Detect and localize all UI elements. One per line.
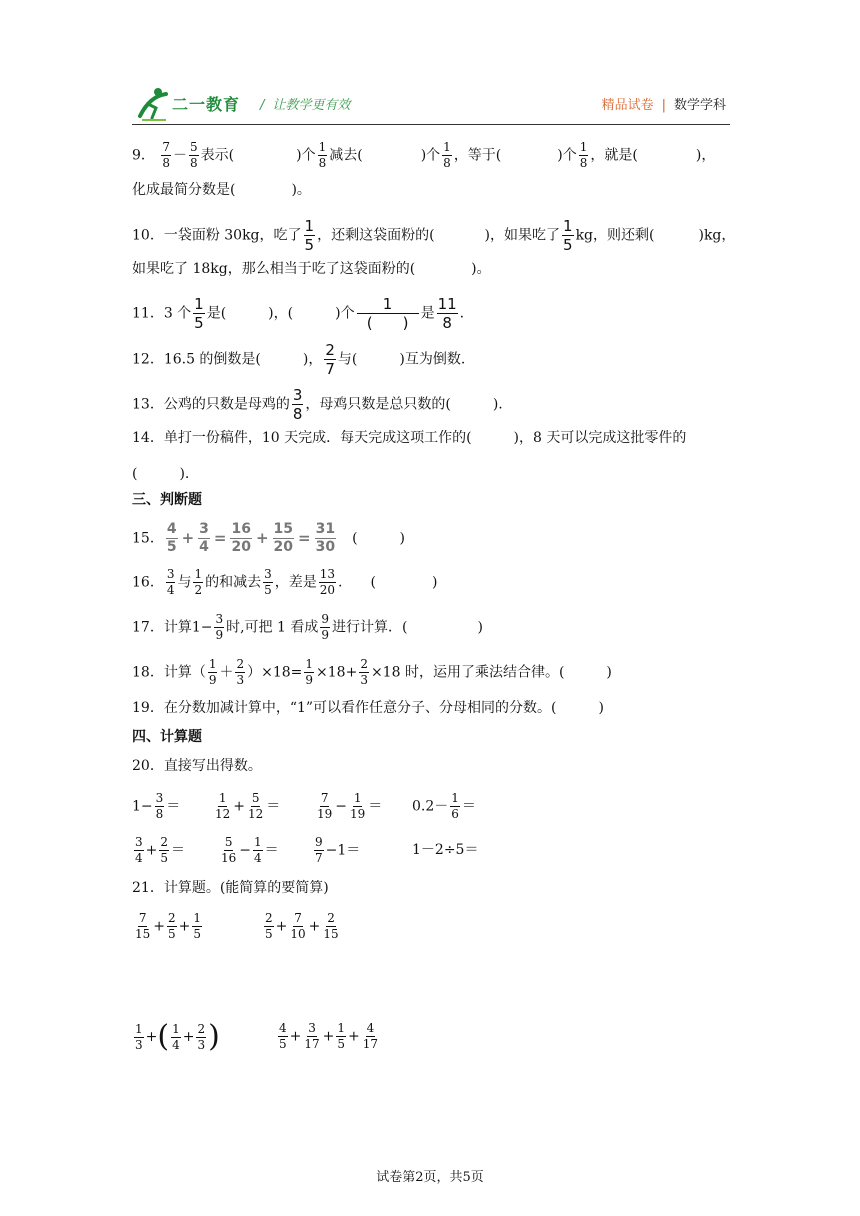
fraction: $\frac{3}{9}$ <box>215 612 224 642</box>
header-right: 精品试卷 | 数学学科 <box>601 98 726 113</box>
fraction: $\frac{1}{5}$ <box>194 295 204 332</box>
fraction: $\frac{7}{8}$ <box>162 140 171 170</box>
fraction: $\frac{7}{10}$ <box>290 911 306 941</box>
question-21-title: 21．计算题。(能简算的要简算) <box>132 880 329 896</box>
fraction: $\frac{31}{30}$ <box>315 521 336 555</box>
question-20-title: 20．直接写出得数。 <box>132 758 262 774</box>
fraction: $\frac{7}{15}$ <box>135 911 151 941</box>
fraction: $\frac{1}{5}$ <box>337 1021 346 1051</box>
fraction: $\frac{1}{12}$ <box>215 791 231 821</box>
question-15: 15． $\frac{4}{5}$ + $\frac{3}{4}$ = $\frac{16}{20}$ + $\frac{15}{20}$ = $\frac{31}{30}$ ( ) <box>132 521 406 555</box>
fraction: $\frac{3}{4}$ <box>135 835 143 865</box>
fraction: $\frac{1}{5}$ <box>304 217 315 254</box>
fraction: $\frac{1}{8}$ <box>443 140 451 170</box>
fraction: $\frac{4}{5}$ <box>166 521 177 555</box>
fraction: $\frac{1}{3}$ <box>135 1021 143 1052</box>
q21-item-a: $\frac{7}{15}$ + $\frac{2}{5}$ + $\frac{1}{5}$ <box>135 911 202 941</box>
question-11: 11．3 个 $\frac{1}{5}$ 是( )，( )个 $\frac{1}{( )}$ 是 $\frac{11}{8}$ . <box>132 295 465 332</box>
fraction: $\frac{3}{8}$ <box>155 791 164 821</box>
page-footer: 试卷第2页，共5页 <box>376 1170 484 1185</box>
q20-item-c: $\frac{7}{19}$ − $\frac{1}{19}$ ＝ <box>317 791 383 821</box>
question-10: 10．一袋面粉 30kg，吃了 $\frac{1}{5}$ ，还剩这袋面粉的( )，如果吃了 $\frac{1}{5}$ kg，则还剩( )kg， <box>132 217 736 254</box>
fraction: $\frac{5}{8}$ <box>190 140 198 170</box>
fraction: $\frac{2}{3}$ <box>197 1021 206 1052</box>
fraction: $\frac{1}{( )}$ <box>357 296 419 331</box>
q20-item-e: $\frac{3}{4}$ + $\frac{2}{5}$ ＝ <box>135 835 186 865</box>
fraction: $\frac{2}{5}$ <box>265 911 273 941</box>
question-14-line2: ( ). <box>132 466 190 482</box>
fraction: $\frac{11}{8}$ <box>437 295 457 332</box>
fraction: $\frac{2}{15}$ <box>323 911 339 941</box>
fraction: $\frac{9}{7}$ <box>315 835 323 865</box>
fraction: $\frac{1}{5}$ <box>563 217 573 254</box>
fraction: $\frac{1}{9}$ <box>305 657 314 687</box>
fraction: $\frac{5}{16}$ <box>221 835 237 865</box>
page-header <box>132 82 730 126</box>
logo-text: 二一教育 <box>172 95 241 114</box>
fraction: $\frac{9}{9}$ <box>321 612 329 642</box>
fraction: $\frac{7}{19}$ <box>317 791 333 821</box>
question-16: 16． $\frac{3}{4}$ 与 $\frac{1}{2}$ 的和减去 $\frac{3}{5}$ ，差是 $\frac{13}{20}$ . ( ) <box>132 567 438 597</box>
fraction: $\frac{3}{4}$ <box>199 521 209 555</box>
header-subject: 数学学科 <box>673 98 726 113</box>
q20-item-d: 0.2－ $\frac{1}{6}$ ＝ <box>412 791 476 821</box>
fraction: $\frac{3}{17}$ <box>304 1021 320 1051</box>
fraction: $\frac{4}{17}$ <box>362 1021 379 1051</box>
fraction: $\frac{3}{8}$ <box>292 386 303 423</box>
fraction: $\frac{13}{20}$ <box>319 567 336 597</box>
question-13: 13．公鸡的只数是母鸡的 $\frac{3}{8}$ ，母鸡只数是总只数的( ). <box>132 386 503 423</box>
fraction: $\frac{1}{9}$ <box>208 657 217 687</box>
question-9-line2: 化成最简分数是( )。 <box>132 182 311 198</box>
fraction: $\frac{16}{20}$ <box>231 521 251 555</box>
q20-item-a: 1− $\frac{3}{8}$ ＝ <box>132 791 181 821</box>
q20-item-h: 1－2÷5＝ <box>412 842 479 858</box>
q20-item-g: $\frac{9}{7}$ −1＝ <box>315 835 361 865</box>
section-title-judgement: 三、判断题 <box>132 492 202 508</box>
q21-item-d: $\frac{4}{5}$ + $\frac{3}{17}$ + $\frac{1}{5}$ + $\frac{4}{17}$ <box>279 1021 379 1051</box>
header-slogan: / 让教学更有效 <box>260 98 351 113</box>
fraction: $\frac{15}{20}$ <box>273 521 294 555</box>
fraction: $\frac{2}{3}$ <box>360 657 368 687</box>
header-tag: 精品试卷 <box>601 98 654 113</box>
fraction: $\frac{1}{4}$ <box>254 835 262 865</box>
question-17: 17．计算1− $\frac{3}{9}$ 时,可把 1 看成 $\frac{9}{9}$ 进行计算．( ) <box>132 612 483 642</box>
q21-item-b: $\frac{2}{5}$ + $\frac{7}{10}$ + $\frac{2}{15}$ <box>265 911 339 941</box>
question-9: 9． $\frac{7}{8}$ － $\frac{5}{8}$ 表示( )个 $\frac{1}{8}$ 减去( )个 $\frac{1}{8}$ ，等于( )个 $\frac{1}{8}$ ，就是( )， <box>132 140 716 170</box>
question-12: 12．16.5 的倒数是( )， $\frac{2}{7}$ 与( )互为倒数. <box>132 341 466 378</box>
question-10-line2: 如果吃了 18kg，那么相当于吃了这袋面粉的( )。 <box>132 261 491 277</box>
fraction: $\frac{3}{4}$ <box>166 567 175 597</box>
fraction: $\frac{1}{8}$ <box>318 140 327 170</box>
fraction: $\frac{1}{4}$ <box>172 1021 180 1052</box>
fraction: $\frac{1}{6}$ <box>451 791 459 821</box>
q21-item-c: $\frac{1}{3}$ +( $\frac{1}{4}$ + $\frac{2}{3}$ ) <box>135 1019 220 1054</box>
fraction: $\frac{2}{5}$ <box>168 911 176 941</box>
question-19: 19．在分数加减计算中，“1”可以看作任意分子、分母相同的分数。( ) <box>132 700 604 716</box>
q20-item-f: $\frac{5}{16}$ − $\frac{1}{4}$ ＝ <box>221 835 279 865</box>
fraction: $\frac{4}{5}$ <box>279 1021 287 1051</box>
fraction: $\frac{1}{5}$ <box>193 911 202 941</box>
q20-item-b: $\frac{1}{12}$ + $\frac{5}{12}$ ＝ <box>215 791 281 821</box>
header-divider <box>132 124 730 125</box>
fraction: $\frac{1}{8}$ <box>579 140 588 170</box>
question-14: 14．单打一份稿件，10 天完成．每天完成这项工作的( )，8 天可以完成这批零件的 <box>132 430 687 446</box>
fraction: $\frac{1}{2}$ <box>194 567 203 597</box>
fraction: $\frac{3}{5}$ <box>264 567 272 597</box>
fraction: $\frac{2}{7}$ <box>325 341 335 378</box>
fraction: $\frac{2}{3}$ <box>236 657 245 687</box>
question-18: 18．计算（ $\frac{1}{9}$ ＋ $\frac{2}{3}$ ）×18= $\frac{1}{9}$ ×18+ $\frac{2}{3}$ ×18 时，运用了乘法结合律。( ) <box>132 657 612 687</box>
section-title-calculation: 四、计算题 <box>132 729 202 745</box>
fraction: $\frac{5}{12}$ <box>248 791 264 821</box>
fraction: $\frac{1}{19}$ <box>350 791 366 821</box>
fraction: $\frac{2}{5}$ <box>160 835 169 865</box>
